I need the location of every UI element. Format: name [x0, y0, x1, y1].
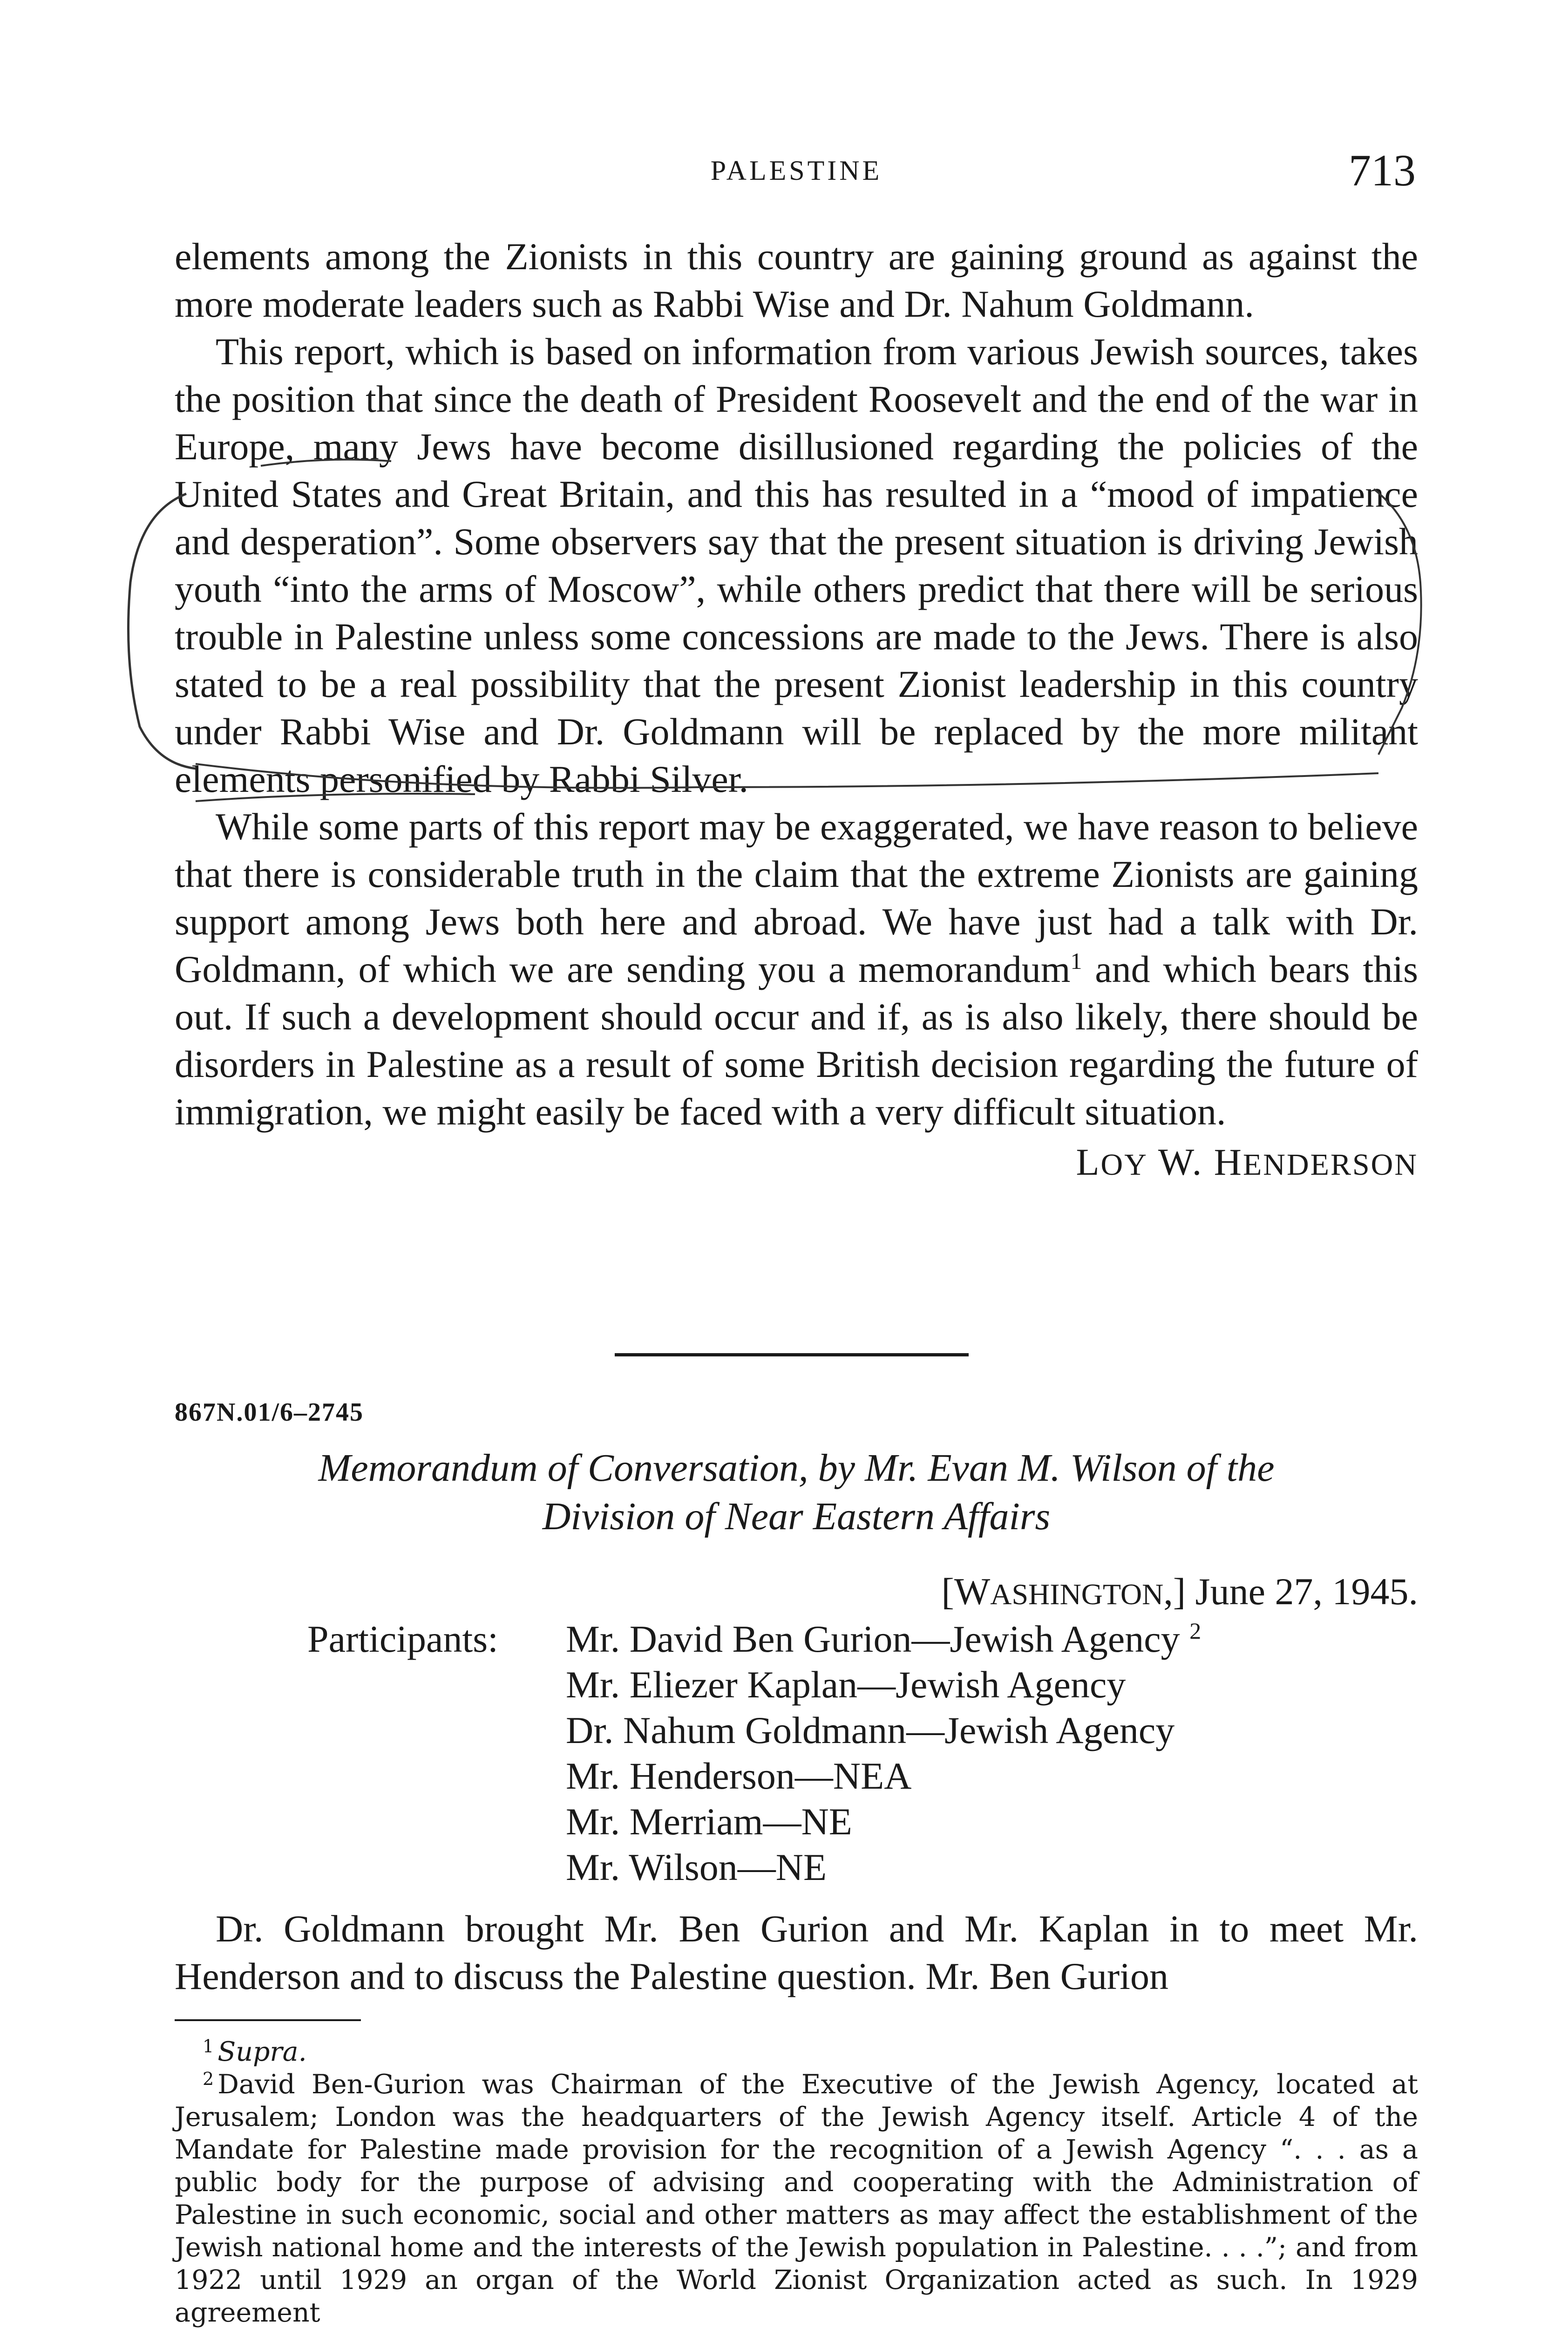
memo-title-line-2: Division of Near Eastern Affairs [542, 1495, 1051, 1538]
participant-item [566, 1616, 1451, 1662]
memo-date [942, 1570, 1419, 1614]
footnote-2 [175, 2068, 1418, 2329]
footnote-1-number: 1 [203, 2036, 214, 2057]
date-place-initial: W [954, 1570, 991, 1613]
section-divider [615, 1353, 969, 1356]
file-number: 867N.01/6–2745 [175, 1398, 364, 1427]
date-close: ,] June 27, 1945. [1163, 1570, 1418, 1613]
footnote-1-text: Supra. [217, 2036, 307, 2067]
participant-item: Dr. Nahum Goldmann—Jewish Agency [566, 1709, 1175, 1751]
participants-list [566, 1616, 1451, 1890]
participant-item: Mr. Wilson—NE [566, 1846, 827, 1888]
footnote-rule [175, 2019, 361, 2021]
footnote-ref-1: 1 [1070, 948, 1082, 974]
participant-name: Mr. David Ben Gurion—Jewish Agency [566, 1618, 1180, 1660]
signature-middle: W. [1147, 1141, 1214, 1183]
footnote-ref-2: 2 [1189, 1618, 1201, 1644]
memo-title-line-1: Memorandum of Conversation, by Mr. Evan M. Wilson of the [318, 1446, 1275, 1490]
participant-item: Mr. Eliezer Kaplan—Jewish Agency [566, 1663, 1126, 1706]
signature-rest-1: OY [1100, 1148, 1148, 1182]
footnote-2-number: 2 [203, 2069, 214, 2089]
footnotes [175, 2036, 1418, 2329]
memo-paragraph-1: Dr. Goldmann brought Mr. Ben Gurion and Mr. Kaplan in to meet Mr. Henderson and to discuss the Palestine question. Mr. Ben Gurion [175, 1907, 1418, 1997]
letter-paragraph-3-text: While some parts of this report may be exaggerated, we have reason to believe that there is considerable truth in the claim that the extreme Zionists are gaining support among Jews both here and abroad. We have just had a talk with Dr. Goldmann, of which we are sending you a memorandum [175, 805, 1418, 990]
participant-item: Mr. Henderson—NEA [566, 1755, 912, 1797]
participants-label: Participants: [307, 1618, 498, 1660]
running-title: PALESTINE [710, 155, 882, 186]
signature [175, 1138, 1418, 1189]
letter-body [175, 233, 1418, 1189]
signature-initial-1: L [1076, 1141, 1101, 1183]
participant-item: Mr. Merriam—NE [566, 1800, 852, 1843]
date-place-rest: ASHINGTON [990, 1578, 1164, 1611]
letter-paragraph-2: This report, which is based on information from various Jewish sources, takes the position that since the death of President Roosevelt and the end of the war in Europe, many Jews have become disillusioned regarding the policies of the United States and Great Britain, and this has resulted in a “mood of impatience and desperation”. Some observers say that the present situation is driving Jewish youth “into the arms of Moscow”, while others predict that there will be serious trouble in Palestine unless some concessions are made to the Jews. There is also stated to be a real possibility that the present Zionist leadership in this country under Rabbi Wise and Dr. Goldmann will be replaced by the more militant elements personified by Rabbi Silver. [175, 330, 1418, 800]
signature-rest-2: ENDERSON [1242, 1148, 1418, 1182]
letter-paragraph-3 [175, 803, 1418, 1136]
letter-paragraph-3-continued: and which bears this out. If such a development should occur and if, as is also likely, there should be disorders in Palestine as a result of some British decision regarding the future of immigration, we might easily be faced with a very difficult situation. [175, 948, 1418, 1133]
footnote-1 [175, 2036, 1418, 2068]
letter-paragraph-1: elements among the Zionists in this country are gaining ground as against the more moderate leaders such as Rabbi Wise and Dr. Nahum Goldmann. [175, 235, 1418, 325]
memo-title [175, 1444, 1418, 1541]
running-head [177, 144, 1416, 196]
footnote-2-text: David Ben-Gurion was Chairman of the Executive of the Jewish Agency, located at Jerusalem; London was the headquarters of the Jewish Agency itself. Article 4 of the Mandate for Palestine made provision for the recognition of a Jewish Agency “. . . as a public body for the purpose of advising and cooperating with the Administration of Palestine in such economic, social and other matters as may affect the establishment of the Jewish national home and the interests of the Jewish population in Palestine. . . .”; and from 1922 until 1929 an organ of the World Zionist Organization acted as such. In 1929 agreement [175, 2069, 1418, 2328]
signature-initial-2: H [1214, 1141, 1243, 1183]
memo-body [175, 1905, 1418, 2000]
date-open: [ [941, 1570, 954, 1613]
page-number: 713 [1349, 145, 1416, 195]
